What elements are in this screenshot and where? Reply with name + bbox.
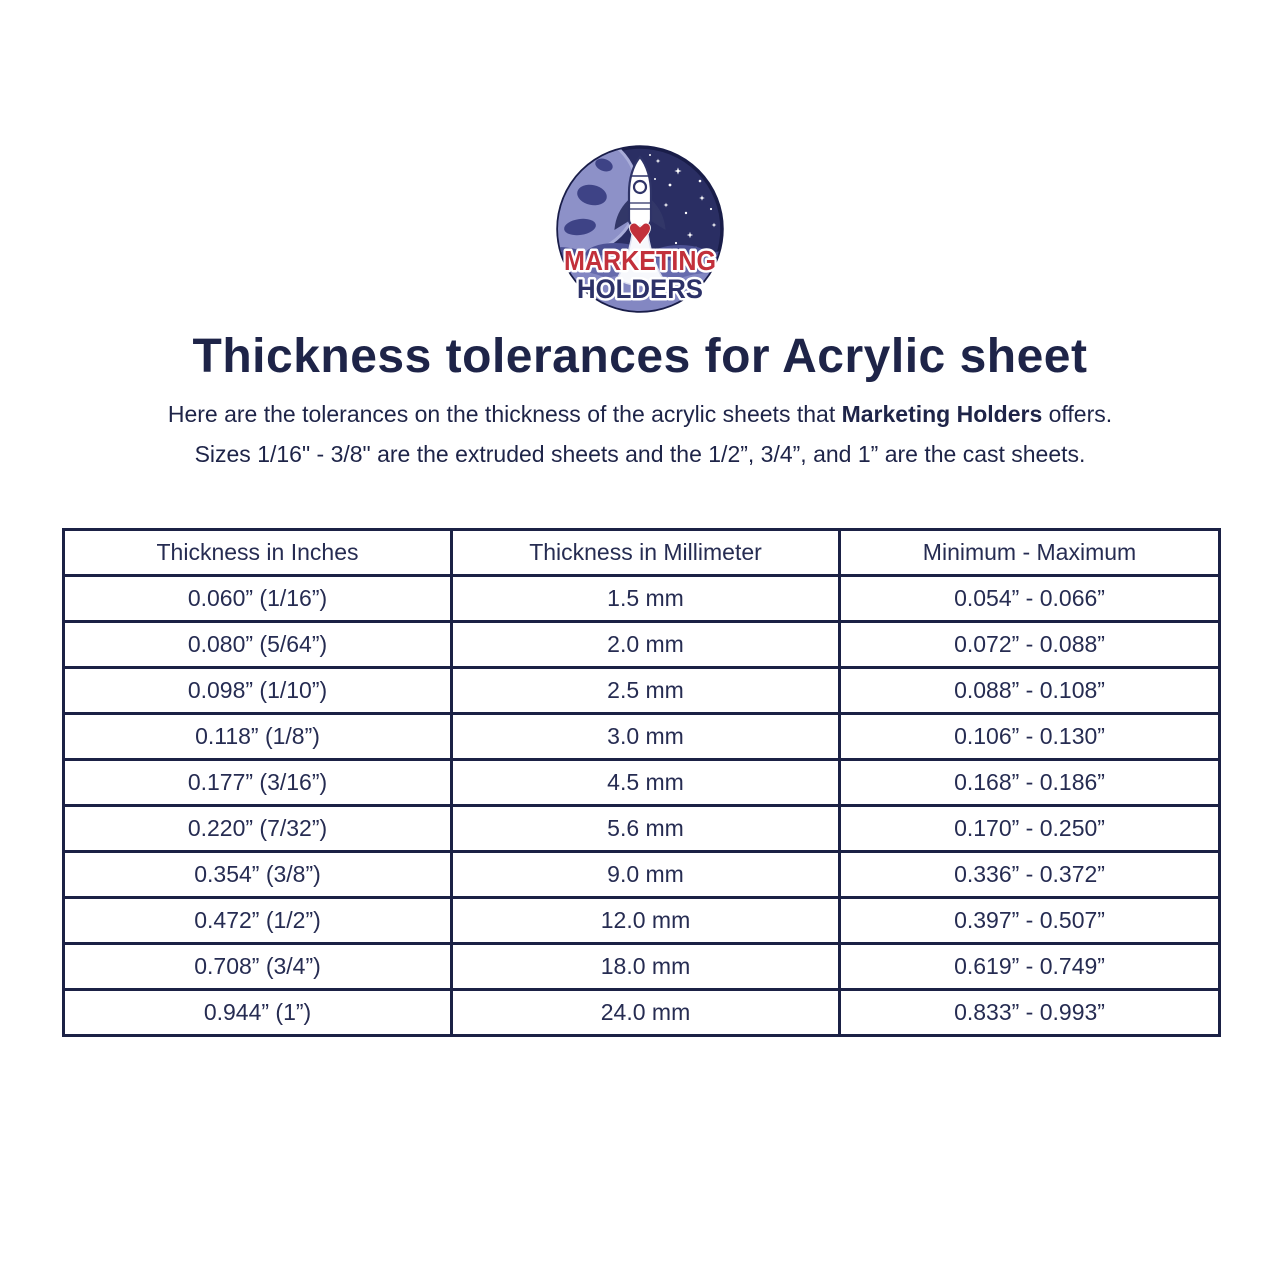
min-max-cell: 0.397” - 0.507”: [840, 898, 1220, 944]
min-max-cell: 0.106” - 0.130”: [840, 714, 1220, 760]
min-max-cell: 0.833” - 0.993”: [840, 990, 1220, 1036]
table-row: [64, 852, 1220, 898]
min-max-cell: 0.170” - 0.250”: [840, 806, 1220, 852]
table-row: [64, 806, 1220, 852]
thickness-inches-cell: 0.060” (1/16”): [64, 576, 452, 622]
table-header-row: [64, 530, 1220, 576]
intro-line-2: Sizes 1/16" - 3/8" are the extruded sheets and the 1/2”, 3/4”, and 1” are the cast sheets.: [194, 441, 1086, 467]
thickness-mm-cell: 3.0 mm: [452, 714, 840, 760]
thickness-mm-cell: 18.0 mm: [452, 944, 840, 990]
brand-holders-text: HOLDERS: [577, 274, 703, 304]
table-row: [64, 714, 1220, 760]
thickness-mm-cell: 5.6 mm: [452, 806, 840, 852]
thickness-inches-cell: 0.080” (5/64”): [64, 622, 452, 668]
thickness-mm-cell: 2.5 mm: [452, 668, 840, 714]
thickness-inches-cell: 0.708” (3/4”): [64, 944, 452, 990]
thickness-inches-cell: 0.944” (1”): [64, 990, 452, 1036]
table-row: [64, 668, 1220, 714]
page-title: Thickness tolerances for Acrylic sheet: [192, 330, 1088, 383]
thickness-mm-cell: 12.0 mm: [452, 898, 840, 944]
table-row: [64, 576, 1220, 622]
table-row: [64, 898, 1220, 944]
min-max-cell: 0.168” - 0.186”: [840, 760, 1220, 806]
thickness-inches-cell: 0.177” (3/16”): [64, 760, 452, 806]
intro-line1-part2: offers.: [1042, 401, 1113, 427]
intro-line-1: [0, 394, 1280, 434]
table-row: [64, 760, 1220, 806]
logo-badge-icon: [540, 143, 740, 313]
thickness-mm-cell: 1.5 mm: [452, 576, 840, 622]
thickness-mm-cell: 4.5 mm: [452, 760, 840, 806]
brand-marketing-text: MARKETING: [564, 245, 716, 276]
intro-line1-part1: Here are the tolerances on the thickness of the acrylic sheets that: [167, 401, 842, 427]
thickness-inches-cell: 0.354” (3/8”): [64, 852, 452, 898]
thickness-inches-cell: 0.118” (1/8”): [64, 714, 452, 760]
col-header-thickness-inches: Thickness in Inches: [64, 530, 452, 576]
min-max-cell: 0.619” - 0.749”: [840, 944, 1220, 990]
intro-paragraph: [0, 394, 1280, 474]
intro-line1-brand: Marketing Holders: [841, 401, 1043, 427]
thickness-mm-cell: 24.0 mm: [452, 990, 840, 1036]
min-max-cell: 0.054” - 0.066”: [840, 576, 1220, 622]
col-header-min-max: Minimum - Maximum: [840, 530, 1220, 576]
table-row: [64, 990, 1220, 1036]
min-max-cell: 0.336” - 0.372”: [840, 852, 1220, 898]
thickness-mm-cell: 2.0 mm: [452, 622, 840, 668]
col-header-thickness-millimeter: Thickness in Millimeter: [452, 530, 840, 576]
thickness-inches-cell: 0.220” (7/32”): [64, 806, 452, 852]
table-row: [64, 622, 1220, 668]
min-max-cell: 0.088” - 0.108”: [840, 668, 1220, 714]
table-row: [64, 944, 1220, 990]
min-max-cell: 0.072” - 0.088”: [840, 622, 1220, 668]
logo: [540, 143, 740, 313]
thickness-mm-cell: 9.0 mm: [452, 852, 840, 898]
tolerance-table: [62, 528, 1221, 1037]
thickness-inches-cell: 0.098” (1/10”): [64, 668, 452, 714]
tolerance-table-wrap: [62, 528, 1218, 1037]
thickness-inches-cell: 0.472” (1/2”): [64, 898, 452, 944]
